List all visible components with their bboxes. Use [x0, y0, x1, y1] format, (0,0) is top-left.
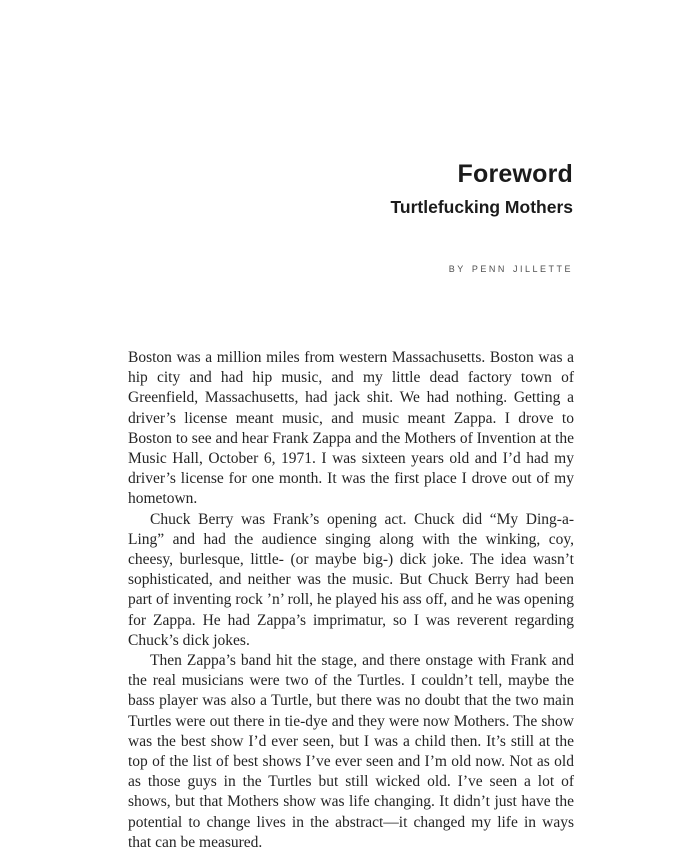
byline: by penn jillette — [448, 259, 573, 275]
paragraph: Then Zappa’s band hit the stage, and there onstage with Frank and the real musicians were two of the Turtles. I couldn’t tell, maybe the bass player was also a Turtle, but there was no doubt that the two main Turtles were out there in tie-dye and they were now Mothers. The show was the best show I’d ever seen, but I was a child then. It’s still at the top of the list of best shows I’ve ever seen and I’m old now. Not as old as those guys in the Turtles but still wicked old. I’ve seen a lot of shows, but that Mothers show was life changing. It didn’t just have the potential to change lives in the abstract—it changed my life in ways that can be measured. — [128, 652, 574, 851]
body-text — [128, 348, 574, 853]
paragraph: Chuck Berry was Frank’s opening act. Chuck did “My Ding-a-Ling” and had the audience singing along with the winking, coy, cheesy, burlesque, little- (or maybe big-) dick joke. The idea wasn’t sophisticated, and neither was the music. But Chuck Berry had been part of inventing rock ’n’ roll, he played his ass off, and he was opening for Zappa. He had Zappa’s imprimatur, so I was reverent regarding Chuck’s dick jokes. — [128, 510, 574, 649]
chapter-subtitle: Turtlefucking Mothers — [390, 196, 573, 217]
chapter-header — [128, 160, 573, 275]
chapter-title: Foreword — [457, 160, 573, 188]
paragraph: Boston was a million miles from western Massachusetts. Boston was a hip city and had hip music, and my little dead factory town of Greenfield, Massachusetts, had jack shit. We had nothing. Getting a driver’s license meant music, and music meant Zappa. I drove to Boston to see and hear Frank Zappa and the Mothers of Invention at the Music Hall, October 6, 1971. I was sixteen years old and I’d had my driver’s license for one month. It was the first place I drove out of my hometown. — [128, 349, 574, 508]
